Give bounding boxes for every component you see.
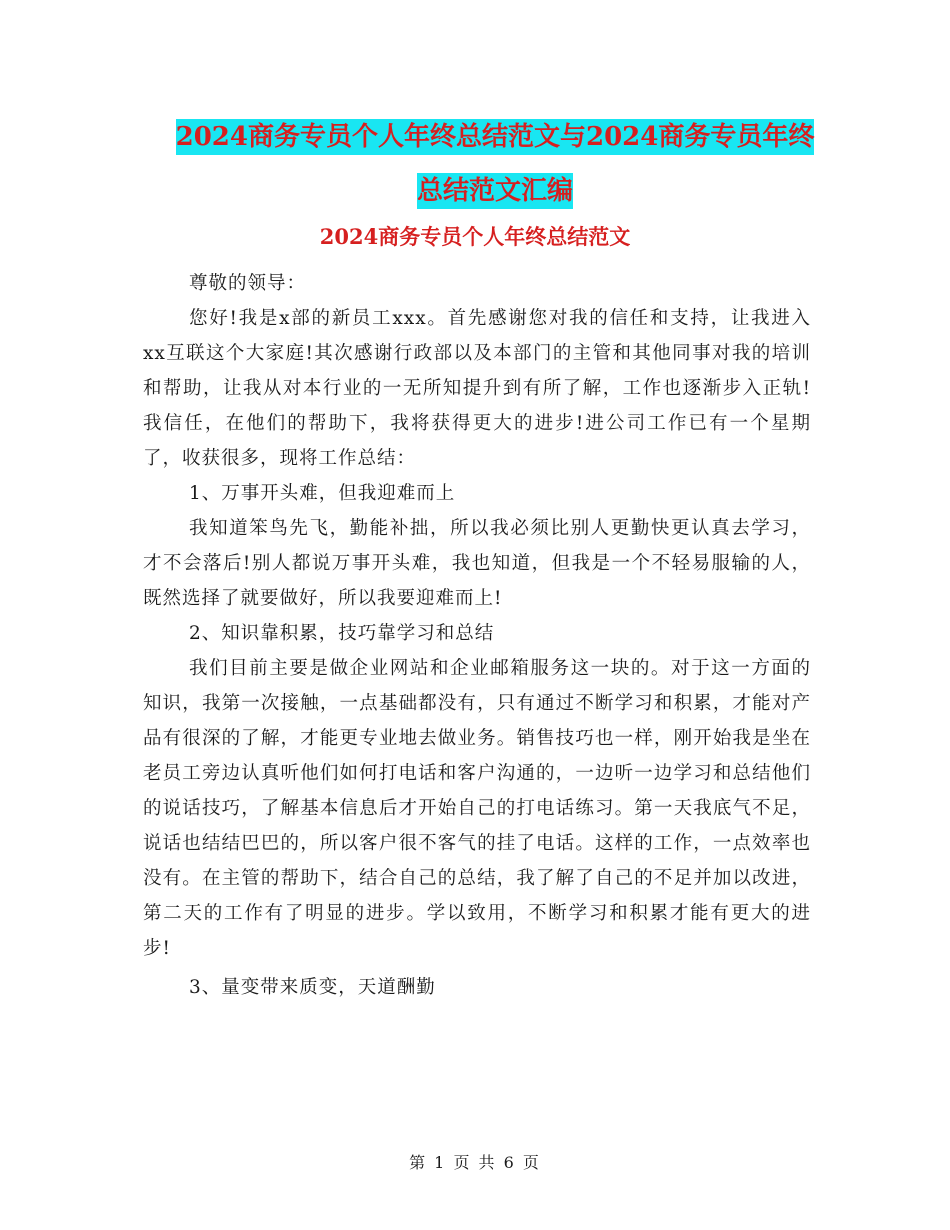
section-heading: 3、量变带来质变，天道酬勤: [189, 977, 436, 998]
salutation: 尊敬的领导：: [189, 273, 307, 294]
section-title: 2024商务专员个人年终总结范文: [319, 224, 631, 249]
page-footer: 第 1 页 共 6 页: [409, 1153, 541, 1172]
section-heading: 1、万事开头难，但我迎难而上: [189, 483, 456, 504]
body-paragraph: 我们目前主要是做企业网站和企业邮箱服务这一块的。对于这一方面的知识，我第一次接触，一点基础都没有，只有通过不断学习和积累，才能对产品有很深的了解，才能更专业地去做业务。销售技巧也一样，刚开始我是坐在老员工旁边认真听他们如何打电话和客户沟通的，一边听一边学习和总结他们的说话技巧，了解基本信息后才开始自己的打电话练习。第一天我底气不足，说话也结结巴巴的，所以客户很不客气的挂了电话。这样的工作，一点效率也没有。在主管的帮助下，结合自己的总结，我了解了自己的不足并加以改进，第二天的工作有了明显的进步。学以致用，不断学习和积累才能有更大的进步!: [143, 658, 811, 959]
document-body: [143, 266, 811, 1005]
body-paragraph: 您好!我是x部的新员工xxx。首先感谢您对我的信任和支持，让我进入xx互联这个大家庭!其次感谢行政部以及本部门的主管和其他同事对我的培训和帮助，让我从对本行业的一无所知提升到有所了解，工作也逐渐步入正轨!我信任，在他们的帮助下，我将获得更大的进步!进公司工作已有一个星期了，收获很多，现将工作总结：: [143, 308, 811, 469]
document-title: [140, 110, 850, 218]
document-title-line-2: 总结范文汇编: [417, 173, 573, 209]
document-title-line-1: 2024商务专员个人年终总结范文与2024商务专员年终: [176, 119, 815, 155]
section-heading: 2、知识靠积累，技巧靠学习和总结: [189, 623, 495, 644]
body-paragraph: 我知道笨鸟先飞，勤能补拙，所以我必须比别人更勤快更认真去学习，才不会落后!别人都说万事开头难，我也知道，但我是一个不轻易服输的人，既然选择了就要做好，所以我要迎难而上!: [143, 518, 811, 609]
